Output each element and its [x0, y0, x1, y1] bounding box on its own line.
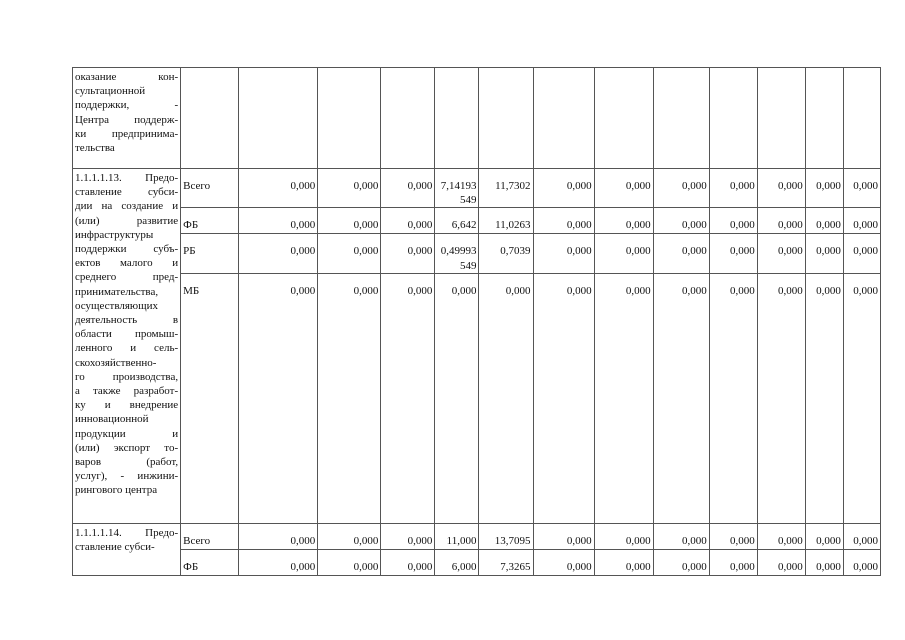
- funding-source: ФБ: [181, 549, 239, 575]
- value-cell: 0,000: [239, 208, 318, 234]
- empty-cell: [318, 68, 381, 169]
- description-line: инновационной: [75, 413, 149, 426]
- value-cell: 0,000: [318, 234, 381, 273]
- empty-cell: [805, 68, 843, 169]
- value-cell: 13,7095: [479, 523, 533, 549]
- empty-cell: [181, 68, 239, 169]
- description-line: услуг), - инжини-: [75, 470, 179, 483]
- value-cell: 0,000: [533, 273, 594, 523]
- value-cell: 0,000: [653, 169, 709, 208]
- empty-cell: [843, 68, 880, 169]
- value-cell: 0,000: [805, 523, 843, 549]
- value-cell: 0,000: [653, 273, 709, 523]
- value-cell: 0,000: [805, 208, 843, 234]
- description-line: ставление субси-: [75, 541, 155, 554]
- value-cell: 0,000: [709, 208, 757, 234]
- table-row: [73, 523, 881, 549]
- funding-source: МБ: [181, 273, 239, 523]
- value-cell: 0,49993 549: [435, 234, 479, 273]
- description-line: дии на создание и: [75, 200, 179, 213]
- empty-cell: [435, 68, 479, 169]
- description-line: оказание кон-: [75, 71, 179, 83]
- table-row: [73, 234, 881, 273]
- value-cell: 0,000: [843, 549, 880, 575]
- value-cell: 0,000: [435, 273, 479, 523]
- description-line: области промыш-: [75, 328, 179, 341]
- measure-description: [73, 68, 181, 169]
- value-cell: 0,000: [594, 169, 653, 208]
- value-cell: 0,000: [533, 549, 594, 575]
- value-cell: 0,000: [709, 549, 757, 575]
- description-line: тельства: [75, 142, 115, 155]
- value-cell: 0,000: [843, 234, 880, 273]
- empty-cell: [653, 68, 709, 169]
- empty-cell: [709, 68, 757, 169]
- value-cell: 0,000: [318, 549, 381, 575]
- description-line: ку и внедрение: [75, 399, 179, 412]
- description-line: поддержки, -: [75, 99, 179, 112]
- funding-source: Всего: [181, 523, 239, 549]
- value-cell: 0,000: [653, 549, 709, 575]
- empty-cell: [594, 68, 653, 169]
- value-cell: 0,000: [594, 523, 653, 549]
- description-line: деятельность в: [75, 314, 179, 327]
- value-cell: 6,642: [435, 208, 479, 234]
- value-cell: 0,000: [757, 208, 805, 234]
- description-line: принимательства,: [75, 285, 159, 298]
- value-cell: 0,000: [533, 208, 594, 234]
- description-line: го производства,: [75, 370, 179, 383]
- description-line: ленного и сель-: [75, 342, 179, 355]
- description-line: поддержки субъ-: [75, 243, 179, 256]
- value-cell: 0,000: [709, 523, 757, 549]
- funding-source: Всего: [181, 169, 239, 208]
- value-cell: 0,000: [594, 273, 653, 523]
- value-cell: 0,000: [533, 523, 594, 549]
- value-cell: 0,000: [709, 169, 757, 208]
- value-cell: 0,000: [843, 169, 880, 208]
- description-line: среднего пред-: [75, 271, 179, 284]
- value-cell: 0,000: [594, 549, 653, 575]
- value-cell: 11,000: [435, 523, 479, 549]
- value-cell: 0,000: [479, 273, 533, 523]
- value-cell: 0,000: [757, 523, 805, 549]
- value-cell: 0,000: [757, 234, 805, 273]
- value-cell: 0,7039: [479, 234, 533, 273]
- table-row: [73, 549, 881, 575]
- value-cell: 0,000: [805, 234, 843, 273]
- value-cell: 0,000: [843, 208, 880, 234]
- value-cell: 0,000: [653, 523, 709, 549]
- description-line: ектов малого и: [75, 257, 179, 270]
- value-cell: 0,000: [757, 273, 805, 523]
- table-row: [73, 68, 881, 169]
- value-cell: 0,000: [533, 234, 594, 273]
- budget-table: [72, 67, 881, 576]
- measure-description: [73, 523, 181, 575]
- value-cell: 7,3265: [479, 549, 533, 575]
- value-cell: 0,000: [318, 273, 381, 523]
- description-line: инфраструктуры: [75, 228, 154, 241]
- value-cell: 0,000: [594, 234, 653, 273]
- value-cell: 6,000: [435, 549, 479, 575]
- value-cell: 0,000: [805, 169, 843, 208]
- value-cell: 0,000: [239, 169, 318, 208]
- value-cell: 0,000: [318, 169, 381, 208]
- description-line: (или) экспорт то-: [75, 441, 179, 454]
- funding-source: РБ: [181, 234, 239, 273]
- description-line: а также разработ-: [75, 385, 179, 398]
- description-line: ки предпринима-: [75, 127, 179, 140]
- value-cell: 0,000: [709, 234, 757, 273]
- value-cell: 0,000: [533, 169, 594, 208]
- description-line: осуществляющих: [75, 299, 158, 312]
- value-cell: 0,000: [381, 208, 435, 234]
- description-line: скохозяйственно-: [75, 356, 157, 369]
- description-line: ставление субси-: [75, 186, 179, 199]
- value-cell: 0,000: [381, 523, 435, 549]
- value-cell: 0,000: [709, 273, 757, 523]
- value-cell: 0,000: [843, 523, 880, 549]
- value-cell: 0,000: [239, 273, 318, 523]
- value-cell: 0,000: [805, 549, 843, 575]
- value-cell: 11,7302: [479, 169, 533, 208]
- description-line: сультационной: [75, 85, 146, 98]
- value-cell: 0,000: [239, 234, 318, 273]
- empty-cell: [381, 68, 435, 169]
- description-line: (или) развитие: [75, 214, 179, 227]
- funding-source: ФБ: [181, 208, 239, 234]
- value-cell: 0,000: [653, 234, 709, 273]
- value-cell: 0,000: [757, 169, 805, 208]
- value-cell: 11,0263: [479, 208, 533, 234]
- table-row: [73, 273, 881, 523]
- value-cell: 0,000: [318, 523, 381, 549]
- value-cell: 0,000: [381, 234, 435, 273]
- value-cell: 0,000: [239, 523, 318, 549]
- value-cell: 0,000: [381, 169, 435, 208]
- value-cell: 0,000: [843, 273, 880, 523]
- empty-cell: [239, 68, 318, 169]
- value-cell: 0,000: [239, 549, 318, 575]
- value-cell: 0,000: [318, 208, 381, 234]
- empty-cell: [757, 68, 805, 169]
- table-row: [73, 208, 881, 234]
- value-cell: 0,000: [594, 208, 653, 234]
- description-line: 1.1.1.1.13. Предо-: [75, 172, 179, 184]
- value-cell: 0,000: [381, 549, 435, 575]
- value-cell: 0,000: [805, 273, 843, 523]
- table-row: [73, 169, 881, 208]
- table-body: [73, 68, 881, 576]
- description-line: продукции и: [75, 427, 179, 440]
- description-line: 1.1.1.1.14. Предо-: [75, 526, 179, 539]
- description-line: Центра поддерж-: [75, 113, 179, 126]
- value-cell: 0,000: [381, 273, 435, 523]
- empty-cell: [533, 68, 594, 169]
- value-cell: 7,14193 549: [435, 169, 479, 208]
- empty-cell: [479, 68, 533, 169]
- value-cell: 0,000: [653, 208, 709, 234]
- description-line: рингового центра: [75, 484, 158, 497]
- measure-description: [73, 169, 181, 524]
- value-cell: 0,000: [757, 549, 805, 575]
- description-line: варов (работ,: [75, 456, 179, 469]
